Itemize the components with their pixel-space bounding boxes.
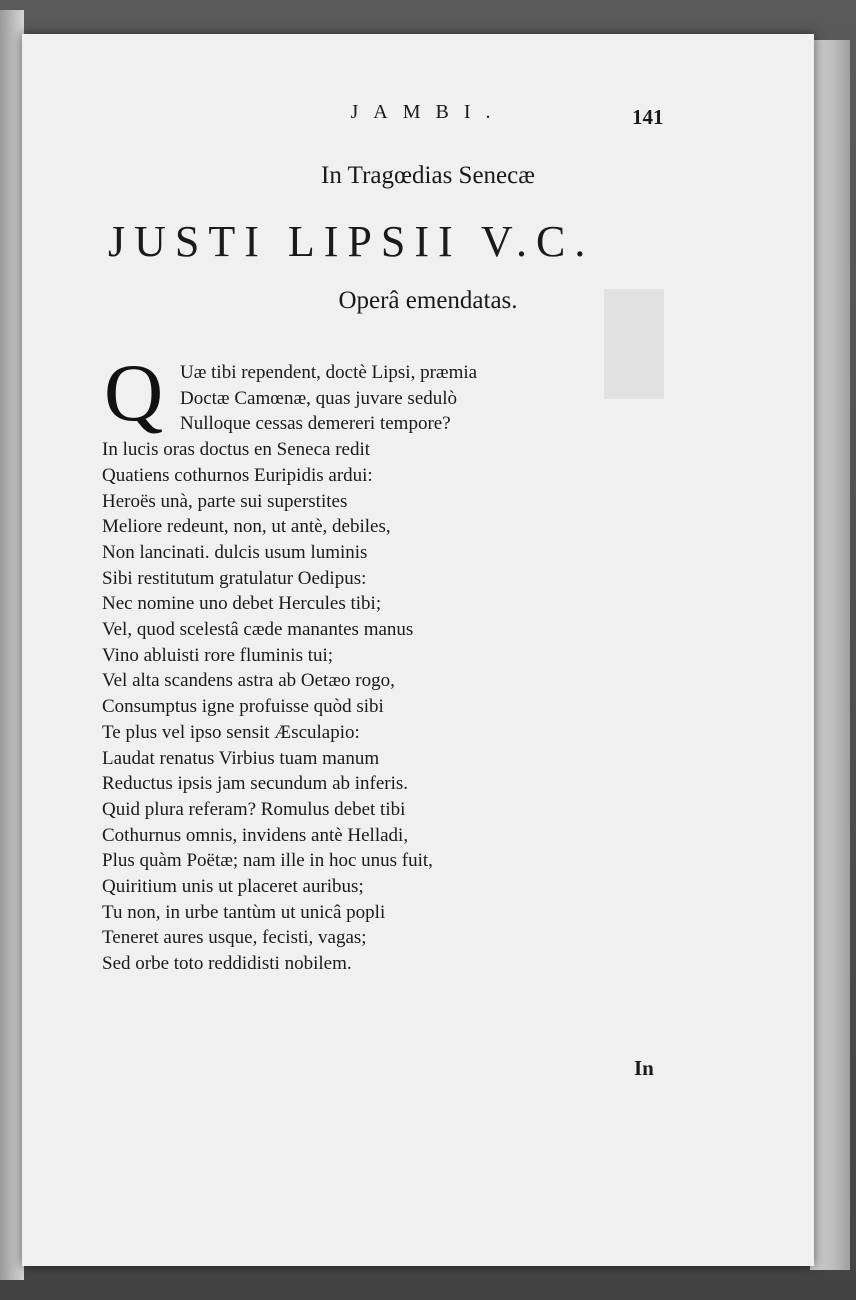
poem-line: Te plus vel ipso sensit Æsculapio: <box>102 721 360 743</box>
poem-line: Vel, quod scelestâ cæde manantes manus <box>102 619 414 641</box>
poem-line: Quatiens cothurnos Euripidis ardui: <box>102 464 373 486</box>
poem-body <box>102 360 562 977</box>
poem-line: Sibi restitutum gratulatur Oedipus: <box>102 567 367 589</box>
catchword: In <box>634 1056 654 1080</box>
poem-line: Sed orbe toto reddidisti nobilem. <box>102 953 352 975</box>
drop-cap: Q <box>104 347 164 438</box>
poem-line: Vino abluisti rore fluminis tui; <box>102 644 334 666</box>
page-number: 141 <box>632 105 664 129</box>
poem-line: Consumptus igne profuisse quòd sibi <box>102 696 384 718</box>
poem-line: Laudat renatus Virbius tuam manum <box>102 747 380 769</box>
poem-line: Cothurnus omnis, invidens antè Helladi, <box>102 824 409 846</box>
left-page-edge <box>0 10 24 1280</box>
poem-line: Non lancinati. dulcis usum luminis <box>102 541 368 563</box>
running-title: JAMBI. <box>350 101 506 123</box>
poem-line: Nulloque cessas demereri tempore? <box>180 413 451 435</box>
name-heading: JUSTI LIPSII V.C. <box>108 217 595 266</box>
poem-line: Nec nomine uno debet Hercules tibi; <box>102 593 382 615</box>
poem-line: Doctæ Camœnæ, quas juvare sedulò <box>180 387 458 409</box>
poem-line: Tu non, in urbe tantùm ut unicâ popli <box>102 901 386 923</box>
poem-line: Uæ tibi rependent, doctè Lipsi, præmia <box>180 362 478 383</box>
poem-line: Plus quàm Poëtæ; nam ille in hoc unus fuit, <box>102 850 433 872</box>
poem-line: Heroës unà, parte sui superstites <box>102 490 348 512</box>
poem-line: Quiritium unis ut placeret auribus; <box>102 876 364 898</box>
right-page-edge <box>810 40 850 1270</box>
poem-line: In lucis oras doctus en Seneca redit <box>102 439 371 461</box>
subheading: Operâ emendatas. <box>338 287 518 314</box>
poem-line: Reductus ipsis jam secundum ab inferis. <box>102 773 409 795</box>
poem-line: Vel alta scandens astra ab Oetæo rogo, <box>102 670 395 692</box>
poem-line: Meliore redeunt, non, ut antè, debiles, <box>102 516 391 538</box>
poem-line: Teneret aures usque, fecisti, vagas; <box>102 927 367 949</box>
poem-line: Quid plura referam? Romulus debet tibi <box>102 798 406 820</box>
subtitle: In Tragœdias Senecæ <box>321 162 535 189</box>
